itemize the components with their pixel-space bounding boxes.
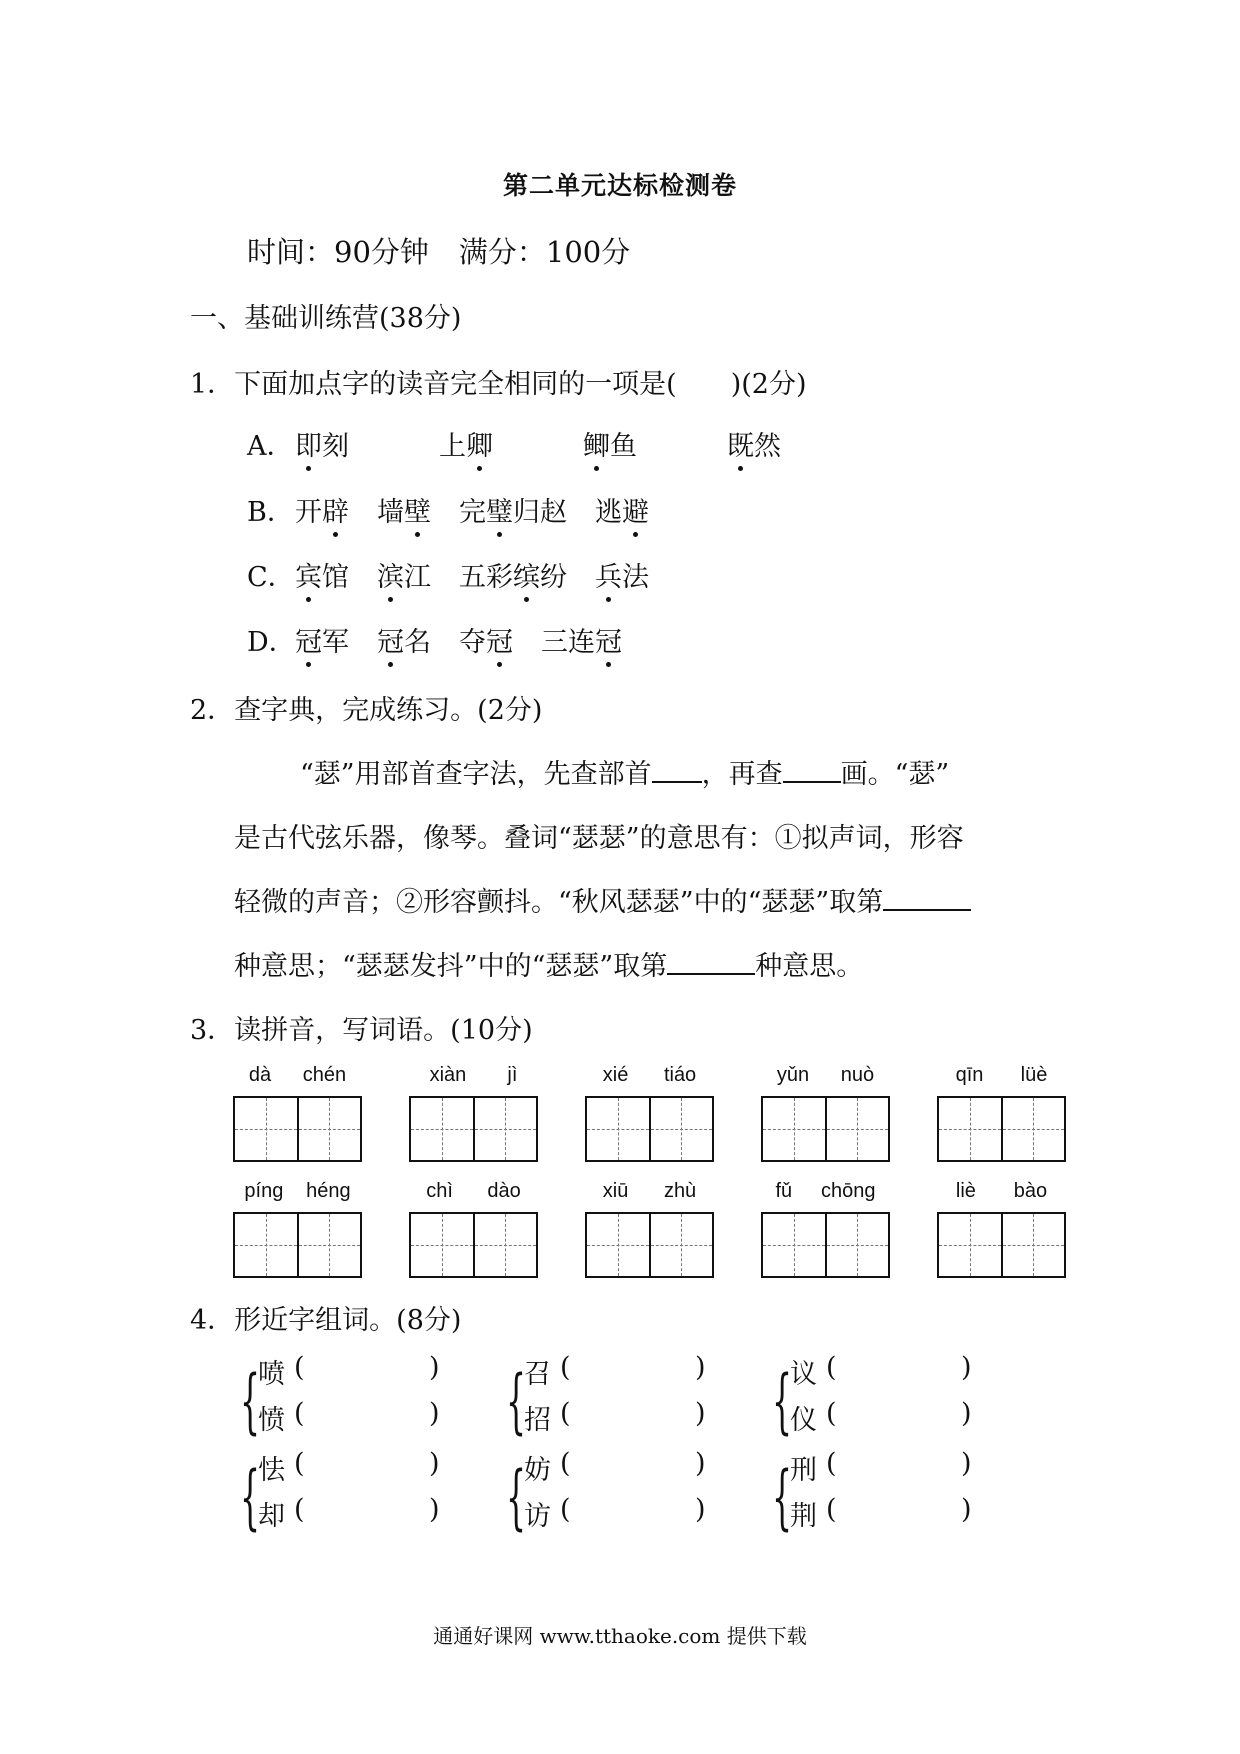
close-paren: ) [695,1398,706,1429]
character: 刑 [790,1455,817,1486]
option-word: 开辟 [295,490,349,529]
pinyin-syllable: dà [248,1064,272,1086]
pinyin-label [937,1064,1066,1087]
answer-paren[interactable]: ( [294,1352,305,1383]
answer-paren[interactable]: ( [560,1398,571,1429]
character: 却 [258,1501,285,1532]
option-word: 宾馆 [295,555,349,594]
answer-paren[interactable]: ( [826,1398,837,1429]
close-paren: ) [429,1448,440,1479]
pinyin-label [761,1064,890,1087]
pinyin-syllable: bào [1013,1180,1048,1202]
exam-time: 时间：90分钟 [247,235,429,269]
writing-cell[interactable] [411,1098,473,1160]
char-group [772,1448,1032,1548]
char-row [790,1398,990,1437]
answer-paren[interactable]: ( [826,1494,837,1525]
char-row [258,1494,458,1533]
pinyin-label [233,1064,362,1087]
writing-cell[interactable] [297,1214,361,1276]
q2-text: ，再查 [701,759,783,790]
close-paren: ) [429,1494,440,1525]
pinyin-label [937,1180,1066,1203]
question-2-line-3 [234,880,971,919]
writing-cell[interactable] [587,1214,649,1276]
question-2-line-1 [300,752,949,791]
pinyin-syllable: tiáo [663,1064,697,1086]
char-row [258,1398,458,1437]
question-4-stem: 4．形近字组词。(8分) [190,1305,462,1336]
option-label: D． [247,627,296,658]
option-word: 夺冠 [459,620,513,659]
pinyin-syllable: chén [302,1064,347,1086]
pinyin-syllable: xié [602,1064,629,1086]
pinyin-syllable: xiàn [429,1064,467,1086]
question-3-stem: 3．读拼音，写词语。(10分) [190,1015,533,1046]
close-paren: ) [961,1352,972,1383]
writing-box[interactable] [409,1212,538,1278]
pinyin-label [585,1180,714,1203]
exam-score: 满分：100分 [458,235,631,269]
page-title: 第二单元达标检测卷 [502,171,737,200]
writing-cell[interactable] [473,1098,537,1160]
pinyin-label [409,1180,538,1203]
character: 访 [524,1501,551,1532]
answer-blank[interactable] [667,951,755,975]
character: 妨 [524,1455,551,1486]
pinyin-label [585,1064,714,1087]
character: 喷 [258,1359,285,1390]
writing-box[interactable] [409,1096,538,1162]
q2-text: “瑟”用部首查字法，先查部首 [300,759,652,790]
character: 怯 [258,1455,285,1486]
option-word: 三连冠 [541,620,622,659]
option-word: 冠军 [295,620,349,659]
character: 愤 [258,1405,285,1436]
char-row [524,1398,724,1437]
option-word: 鲫鱼 [583,424,637,463]
answer-paren[interactable]: ( [560,1352,571,1383]
option-word: 滨江 [377,555,431,594]
writing-box[interactable] [937,1212,1066,1278]
option-word: 五彩缤纷 [459,555,567,594]
brace-mark: { [240,1360,261,1442]
q2-text: 种意思。 [755,951,864,982]
pinyin-syllable: lüè [1020,1064,1048,1086]
pinyin-syllable: fǔ [775,1180,793,1202]
option-word: 上卿 [439,424,493,463]
answer-paren[interactable]: ( [294,1448,305,1479]
close-paren: ) [961,1448,972,1479]
char-row [258,1352,458,1391]
answer-paren[interactable]: ( [826,1448,837,1479]
option-a [247,424,871,463]
option-c [247,555,677,594]
brace-mark: { [772,1456,793,1538]
answer-blank[interactable] [783,759,841,783]
writing-cell[interactable] [763,1214,825,1276]
pinyin-syllable: nuò [840,1064,875,1086]
brace-mark: { [506,1456,527,1538]
char-group [772,1352,1032,1452]
char-row [524,1352,724,1391]
char-row [524,1448,724,1487]
pinyin-syllable: jì [507,1064,518,1086]
option-word: 既然 [727,424,781,463]
close-paren: ) [961,1494,972,1525]
brace-mark: { [240,1456,261,1538]
close-paren: ) [695,1448,706,1479]
writing-box[interactable] [233,1096,362,1162]
pinyin-syllable: chōng [821,1180,876,1202]
option-word: 墙壁 [377,490,431,529]
writing-cell[interactable] [939,1098,1001,1160]
option-word: 冠名 [377,620,431,659]
answer-paren[interactable]: ( [826,1352,837,1383]
close-paren: ) [429,1352,440,1383]
pinyin-syllable: yǔn [776,1064,810,1086]
pinyin-syllable: héng [306,1180,351,1202]
char-row [790,1352,990,1391]
brace-mark: { [506,1360,527,1442]
writing-cell[interactable] [235,1098,297,1160]
pinyin-syllable: liè [955,1180,976,1202]
char-group [240,1448,500,1548]
writing-box[interactable] [937,1096,1066,1162]
char-row [258,1448,458,1487]
char-group [506,1448,766,1548]
writing-box[interactable] [233,1212,362,1278]
question-2-stem: 2．查字典，完成练习。(2分) [190,695,543,726]
section-heading: 一、基础训练营(38分) [190,303,462,334]
writing-cell[interactable] [1001,1098,1065,1160]
option-b [247,490,677,529]
option-label: C． [247,562,295,593]
writing-cell[interactable] [587,1098,649,1160]
option-word: 逃避 [595,490,649,529]
char-row [790,1448,990,1487]
pinyin-syllable: píng [244,1180,284,1202]
char-row [524,1494,724,1533]
question-2-line-4 [234,944,863,983]
question-1-stem: 1．下面加点字的读音完全相同的一项是( )(2分) [190,369,807,400]
writing-cell[interactable] [411,1214,473,1276]
character: 议 [790,1359,817,1390]
writing-box[interactable] [761,1096,890,1162]
character: 荆 [790,1501,817,1532]
brace-mark: { [772,1360,793,1442]
answer-paren[interactable]: ( [294,1494,305,1525]
pinyin-syllable: chì [426,1180,453,1202]
pinyin-label [761,1180,890,1203]
pinyin-syllable: qīn [955,1064,984,1086]
char-group [506,1352,766,1452]
close-paren: ) [695,1494,706,1525]
close-paren: ) [695,1352,706,1383]
q2-text: 画。“瑟” [840,759,950,790]
q2-text: 种意思；“瑟瑟发抖”中的“瑟瑟”取第 [234,951,668,982]
writing-cell[interactable] [825,1098,889,1160]
option-word: 兵法 [595,555,649,594]
answer-paren[interactable]: ( [294,1398,305,1429]
answer-blank[interactable] [652,759,702,783]
footer-source: 通通好课网 www.tthaoke.com 提供下载 [433,1624,807,1648]
question-2-line-2: 是古代弦乐器，像琴。叠词“瑟瑟”的意思有：①拟声词，形容 [234,823,964,854]
option-label: A． [247,431,294,462]
q2-text: 轻微的声音；②形容颤抖。“秋风瑟瑟”中的“瑟瑟”取第 [234,887,884,918]
writing-cell[interactable] [939,1214,1001,1276]
pinyin-label [409,1064,538,1087]
writing-cell[interactable] [235,1214,297,1276]
writing-box[interactable] [585,1212,714,1278]
writing-cell[interactable] [649,1098,713,1160]
pinyin-syllable: dào [487,1180,521,1202]
pinyin-label [233,1180,362,1203]
pinyin-syllable: zhù [663,1180,697,1202]
close-paren: ) [961,1398,972,1429]
char-row [790,1494,990,1533]
writing-cell[interactable] [1001,1214,1065,1276]
char-group [240,1352,500,1452]
writing-cell[interactable] [297,1098,361,1160]
option-d [247,620,650,659]
exam-meta [247,230,630,271]
writing-box[interactable] [585,1096,714,1162]
writing-cell[interactable] [649,1214,713,1276]
writing-cell[interactable] [473,1214,537,1276]
character: 仪 [790,1405,817,1436]
character: 招 [524,1405,551,1436]
answer-blank[interactable] [883,887,971,911]
answer-paren[interactable]: ( [560,1494,571,1525]
close-paren: ) [429,1398,440,1429]
character: 召 [524,1359,551,1390]
option-word: 完璧归赵 [459,490,567,529]
answer-paren[interactable]: ( [560,1448,571,1479]
option-word: 即刻 [295,424,349,463]
writing-box[interactable] [761,1212,890,1278]
writing-cell[interactable] [825,1214,889,1276]
pinyin-syllable: xiū [602,1180,629,1202]
writing-cell[interactable] [763,1098,825,1160]
option-label: B． [247,497,294,528]
